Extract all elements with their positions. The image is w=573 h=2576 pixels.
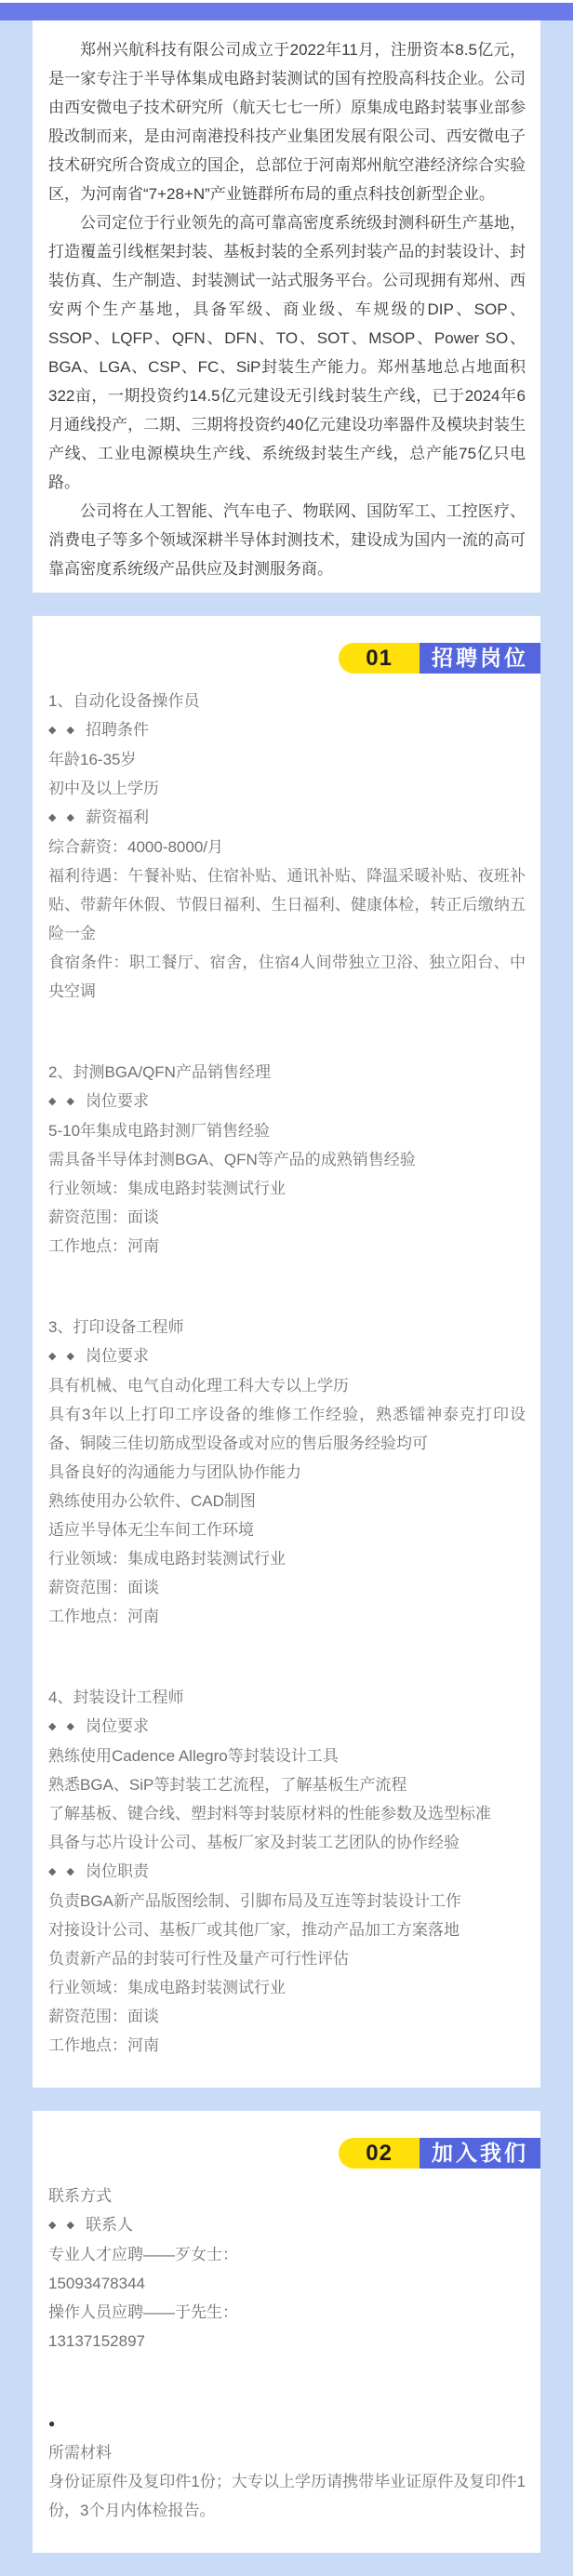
text-line: 操作人员应聘——于先生： [48,2303,238,2321]
spacer [48,1021,526,1043]
text-line: 15093478344 [48,2275,146,2292]
top-bar [0,3,573,20]
contact-content [33,2182,540,2525]
text-line: 综合薪资：4000-8000/月 [48,838,224,856]
intro-paragraph: 公司将在人工智能、汽车电子、物联网、国防军工、工控医疗、消费电子等多个领域深耕半导体封测技术，建设成为国内一流的高可靠高密度系统级产品供应及封测服务商。 [48,502,526,578]
badge-number: 01 [339,643,420,674]
intro-paragraph: 郑州兴航科技有限公司成立于2022年11月，注册资本8.5亿元，是一家专注于半导体集成电路封装测试的国有控股高科技企业。公司由西安微电子技术研究所（航天七七一所）原集成电路封装事业部参股改制而来，是由河南港投科技产业集团发展有限公司、西安微电子技术研究所合资成立的国企，总部位于河南郑州航空港经济综合实验区，为河南省“7+28+N”产业链群所布局的重点科技创新型企业。 [48,41,526,203]
text-line: 所需材料 [48,2444,112,2462]
text-line: 2、封测BGA/QFN产品销售经理 [48,1063,271,1081]
text-line: 对接设计公司、基板厂或其他厂家，推动产品加工方案落地 [48,1921,460,1939]
section-subheading: ◆ ◆ 岗位职责 [48,1857,526,1887]
text-line: 1、自动化设备操作员 [48,692,200,710]
section-subheading: ◆ ◆ 联系人 [48,2210,526,2240]
text-line: 3、打印设备工程师 [48,1318,184,1336]
text-line: 需具备半导体封测BGA、QFN等产品的成熟销售经验 [48,1151,416,1168]
text-line: 食宿条件：职工餐厅、宿舍，住宿4人间带独立卫浴、独立阳台、中央空调 [48,954,526,1000]
section-subheading: ◆ ◆ 岗位要求 [48,1087,526,1116]
text-line: 5-10年集成电路封测厂销售经验 [48,1122,271,1140]
spacer [48,1275,526,1298]
text-line: 身份证原件及复印件1份；大专以上学历请携带毕业证原件及复印件1份，3个月内体检报告。 [48,2473,526,2519]
section-subheading: ◆ ◆ 岗位要求 [48,1341,526,1371]
jobs-card [33,616,540,2088]
contact-card [33,2111,540,2553]
text-line: 行业领域：集成电路封装测试行业 [48,1180,286,1197]
intro-paragraph: 公司定位于行业领先的高可靠高密度系统级封测科研生产基地，打造覆盖引线框架封装、基板封装的全系列封装产品的封装设计、封装仿真、生产制造、封装测试一站式服务平台。公司现拥有郑州、西安两个生产基地，具备军级、商业级、车规级的DIP、SOP、SSOP、LQFP、QFN、DFN、TO、SOT、MSOP、Power SO、BGA、LGA、CSP、FC、SiP封装生产能力。郑州基地总占地面积322亩，一期投资约14.5亿元建设无引线封装生产线，已于2024年6月通线投产，二期、三期将投资约40亿元建设功率器件及模块封装生产线、工业电源模块生产线、系统级封装生产线，总产能75亿只电路。 [48,214,526,491]
text-line: 行业领域：集成电路封装测试行业 [48,1550,286,1568]
text-line: 初中及以上学历 [48,780,159,797]
text-line: 熟练使用办公软件、CAD制图 [48,1492,256,1510]
section-badge-jobs [33,616,540,674]
text-line: 行业领域：集成电路封装测试行业 [48,1979,286,1996]
text-line: 适应半导体无尘车间工作环境 [48,1521,254,1539]
text-line: 专业人才应聘——歹女士： [48,2246,238,2263]
text-line: 4、封装设计工程师 [48,1688,184,1706]
text-line: 具备与芯片设计公司、基板厂家及封装工艺团队的协作经验 [48,1834,460,1851]
text-line: 负责BGA新产品版图绘制、引脚布局及互连等封装设计工作 [48,1892,461,1910]
text-line: 负责新产品的封装可行性及量产可行性评估 [48,1950,349,1968]
text-line: 具有机械、电气自动化理工科大专以上学历 [48,1377,349,1395]
text-line: 熟练使用Cadence Allegro等封装设计工具 [48,1747,339,1765]
text-line: 福利待遇：午餐补贴、住宿补贴、通讯补贴、降温采暖补贴、夜班补贴、带薪年休假、节假日福利、生日福利、健康体检，转正后缴纳五险一金 [48,867,526,942]
spacer [48,1646,526,1668]
section-badge-contact [33,2111,540,2169]
text-line: 薪资范围：面谈 [48,2008,159,2025]
text-line: 13137152897 [48,2332,146,2350]
text-line: 了解基板、键合线、塑封料等封装原材料的性能参数及选型标准 [48,1805,491,1822]
text-line: 薪资范围：面谈 [48,1208,159,1226]
text-line: 工作地点：河南 [48,1237,159,1255]
page-background [0,20,573,2576]
company-intro-paragraphs [48,35,526,583]
text-line: 工作地点：河南 [48,2036,159,2054]
badge-label: 加入我们 [420,2138,540,2169]
bullet-dot-icon [48,2408,526,2438]
badge-label: 招聘岗位 [420,643,540,674]
section-subheading: ◆ ◆ 招聘条件 [48,715,526,745]
text-line: 联系方式 [48,2187,112,2205]
text-line: 年龄16-35岁 [48,751,137,768]
company-intro-card [33,20,540,593]
text-line: 工作地点：河南 [48,1608,159,1625]
jobs-content [33,687,540,2060]
text-line: 熟悉BGA、SiP等封装工艺流程，了解基板生产流程 [48,1776,407,1794]
text-line: 具有3年以上打印工序设备的维修工作经验，熟悉镭神泰克打印设备、铜陵三佳切筋成型设备或对应的售后服务经验均可 [48,1406,526,1452]
spacer [48,2370,526,2393]
text-line: 具备良好的沟通能力与团队协作能力 [48,1463,301,1481]
text-line: 薪资范围：面谈 [48,1579,159,1596]
section-subheading: ◆ ◆ 岗位要求 [48,1712,526,1742]
badge-number: 02 [339,2138,420,2169]
section-subheading: ◆ ◆ 薪资福利 [48,803,526,833]
